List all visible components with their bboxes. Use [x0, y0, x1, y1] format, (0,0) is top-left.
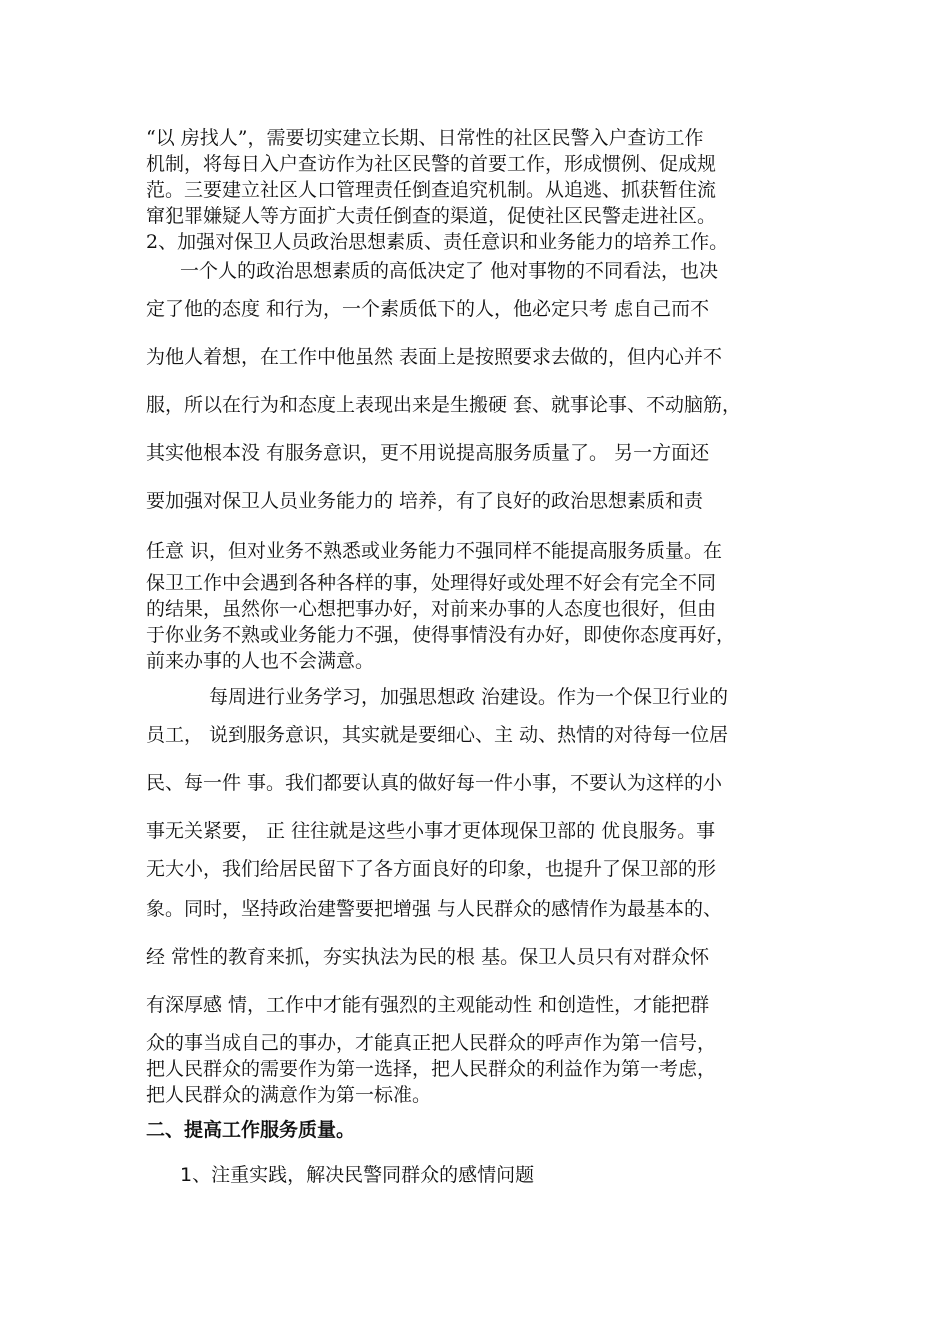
text-line: 定了他的态度 和行为，一个素质低下的人，他必定只考 虑自己而不	[146, 298, 710, 320]
subsection-heading: 1、注重实践，解决民警同群众的感情问题	[180, 1164, 535, 1186]
text-line: “以 房找人”，需要切实建立长期、日常性的社区民警入户查访工作	[146, 127, 704, 149]
text-line: 一个人的政治思想素质的高低决定了 他对事物的不同看法，也决	[180, 260, 719, 282]
text-line: 把人民群众的需要作为第一选择，把人民群众的利益作为第一考虑，	[146, 1058, 717, 1080]
text-line: 要加强对保卫人员业务能力的 培养，有了良好的政治思想素质和责	[146, 490, 704, 512]
text-line: 众的事当成自己的事办，才能真正把人民群众的呼声作为第一信号，	[146, 1032, 717, 1054]
text-line: 为他人着想，在工作中他虽然 表面上是按照要求去做的，但内心并不	[146, 346, 723, 368]
text-line: 2、加强对保卫人员政治思想素质、责任意识和业务能力的培养工作。	[146, 231, 729, 253]
text-line: 经 常性的教育来抓，夯实执法为民的根 基。保卫人员只有对群众怀	[146, 946, 710, 968]
text-line: 每周进行业务学习，加强思想政 治建设。作为一个保卫行业的	[209, 686, 729, 708]
text-line: 象。同时，坚持政治建警要把增强 与人民群众的感情作为最基本的、	[146, 898, 723, 920]
text-line: 员工， 说到服务意识，其实就是要细心、主 动、热情的对待每一位居	[146, 724, 729, 746]
text-line: 于你业务不熟或业务能力不强，使得事情没有办好，即使你态度再好，	[146, 624, 736, 646]
text-line: 无大小，我们给居民留下了各方面良好的印象，也提升了保卫部的形	[146, 858, 717, 880]
text-line: 服，所以在行为和态度上表现出来是生搬硬 套、就事论事、不动脑筋，	[146, 394, 742, 416]
text-line: 机制，将每日入户查访作为社区民警的首要工作，形成惯例、促成规	[146, 153, 717, 175]
text-line: 把人民群众的满意作为第一标准。	[146, 1084, 432, 1106]
text-line: 事无关紧要， 正 往往就是这些小事才更体现保卫部的 优良服务。事	[146, 820, 716, 842]
text-line: 民、每一件 事。我们都要认真的做好每一件小事，不要认为这样的小	[146, 772, 723, 794]
section-heading: 二、提高工作服务质量。	[146, 1119, 356, 1141]
text-line: 其实他根本没 有服务意识，更不用说提高服务质量了。 另一方面还	[146, 442, 710, 464]
text-line: 有深厚感 情，工作中才能有强烈的主观能动性 和创造性，才能把群	[146, 994, 710, 1016]
text-line: 的结果，虽然你一心想把事办好，对前来办事的人态度也很好，但由	[146, 598, 717, 620]
text-line: 保卫工作中会遇到各种各样的事，处理得好或处理不好会有完全不同	[146, 572, 717, 594]
text-line: 前来办事的人也不会满意。	[146, 650, 375, 672]
text-line: 窜犯罪嫌疑人等方面扩大责任倒查的渠道，促使社区民警走进社区。	[146, 205, 717, 227]
text-line: 任意 识，但对业务不熟悉或业务能力不强同样不能提高服务质量。在	[146, 540, 723, 562]
text-line: 范。三要建立社区人口管理责任倒查追究机制。从追逃、抓获暂住流	[146, 179, 717, 201]
